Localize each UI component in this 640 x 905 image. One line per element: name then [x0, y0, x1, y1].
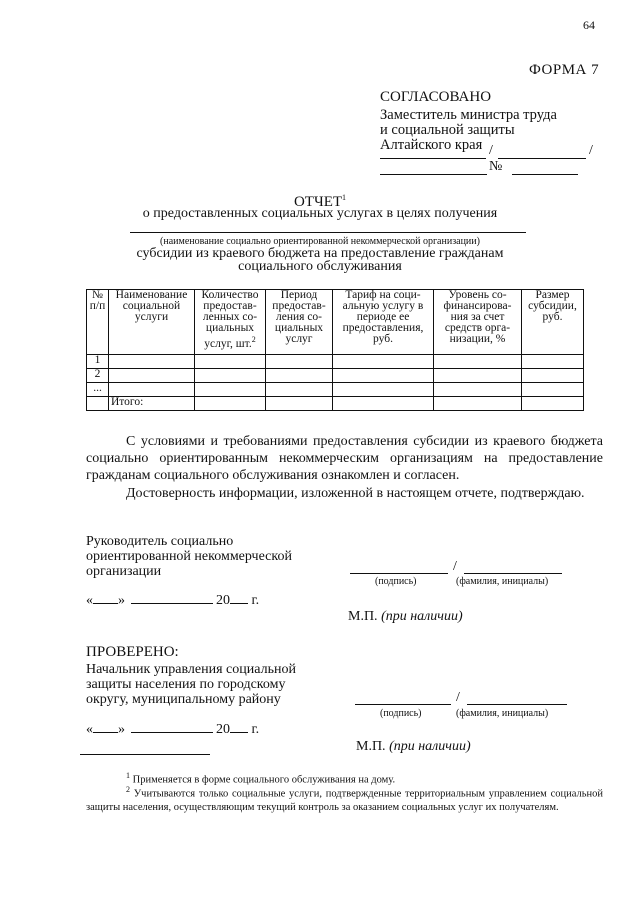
- signatory-line: организации: [86, 564, 162, 579]
- col-header: Тариф на соци-альную услугу в периоде ее предоставления, руб.: [333, 290, 434, 355]
- form-label: ФОРМА 7: [529, 62, 600, 78]
- date-field: « » 20 г.: [86, 722, 260, 737]
- signatory-line: ориентированной некоммерческой: [86, 549, 292, 564]
- name-caption: (фамилия, инициалы): [456, 708, 549, 719]
- stamp-note: М.П. (при наличии): [348, 609, 463, 624]
- table-header-row: [87, 290, 584, 355]
- table-row: [87, 369, 584, 383]
- report-subtitle: о предоставленных социальных услугах в целях получения: [142, 206, 498, 221]
- approval-sign-line: [380, 158, 486, 159]
- signature-line: [355, 704, 451, 705]
- signature-line: [350, 573, 448, 574]
- services-table: [86, 289, 584, 411]
- verifier-line: защиты населения по городскому: [86, 677, 286, 692]
- org-name-line: [130, 232, 526, 233]
- approval-line: Заместитель министра труда: [380, 107, 557, 123]
- col-header: Размер субсидии, руб.: [522, 290, 584, 355]
- footnote-separator: [80, 754, 210, 755]
- report-title: ОТЧЕТ$^1$: [293, 193, 347, 210]
- approval-line: и социальной защиты: [380, 122, 515, 138]
- col-header: Наименование социальной услуги: [109, 290, 195, 355]
- table-row: [87, 355, 584, 369]
- verifier-line: округу, муниципальному району: [86, 692, 281, 707]
- sign-caption: (подпись): [380, 708, 422, 719]
- body-paragraph-2: Достоверность информации, изложенной в настоящем отчете, подтверждаю.: [126, 486, 585, 501]
- org-caption: (наименование социально ориентированной некоммерческой организации): [160, 236, 480, 247]
- table-row: [87, 383, 584, 397]
- name-line: [464, 573, 562, 574]
- stamp-note: М.П. (при наличии): [356, 739, 471, 754]
- approval-date-line: [380, 174, 487, 175]
- row-number: ...: [87, 383, 109, 397]
- slash: /: [453, 559, 457, 574]
- footnote: $^2$ Учитываются только социальные услуги, подтвержденные территориальным управлением социальной защиты населения, осуществляющим текущий контроль за оказанием социальных услуг их получателям.: [86, 785, 603, 813]
- approval-line: Алтайского края: [380, 137, 483, 153]
- col-header: № п/п: [87, 290, 109, 355]
- col-header: Количество предостав-ленных со-циальных услуг, шт.$^2$: [195, 290, 266, 355]
- col-header: Уровень со-финансирова-ния за счет средств орга-низации, %: [434, 290, 522, 355]
- sign-caption: (подпись): [375, 576, 417, 587]
- table-total-row: [87, 397, 584, 411]
- verifier-line: Начальник управления социальной: [86, 662, 296, 677]
- page-number: 64: [583, 18, 595, 32]
- footnote: $^1$ Применяется в форме социального обслуживания на дому.: [126, 771, 396, 786]
- date-field: « » 20 г.: [86, 593, 260, 608]
- report-line3: субсидии из краевого бюджета на предоставление гражданам: [136, 246, 504, 261]
- verified-heading: ПРОВЕРЕНО:: [86, 644, 179, 660]
- approval-slash: /: [589, 143, 593, 158]
- approval-name-line: [498, 158, 586, 159]
- name-line: [467, 704, 567, 705]
- approval-number-line: [512, 174, 578, 175]
- approval-slash: /: [489, 143, 493, 158]
- approval-heading: СОГЛАСОВАНО: [380, 89, 492, 105]
- total-label: Итого:: [109, 397, 195, 411]
- signatory-line: Руководитель социально: [86, 534, 234, 549]
- row-number: 1: [87, 355, 109, 369]
- row-number: 2: [87, 369, 109, 383]
- name-caption: (фамилия, инициалы): [456, 576, 549, 587]
- col-header: Период предостав-ления со-циальных услуг: [266, 290, 333, 355]
- approval-number-sign: №: [489, 159, 503, 174]
- slash: /: [456, 690, 460, 705]
- body-paragraph-1: С условиями и требованиями предоставления субсидии из краевого бюджета социально ориентированным некоммерческим организациям на предоставление гражданам социального обслуживания ознакомлен и согласен.: [86, 434, 603, 483]
- report-line4: социального обслуживания: [238, 259, 402, 274]
